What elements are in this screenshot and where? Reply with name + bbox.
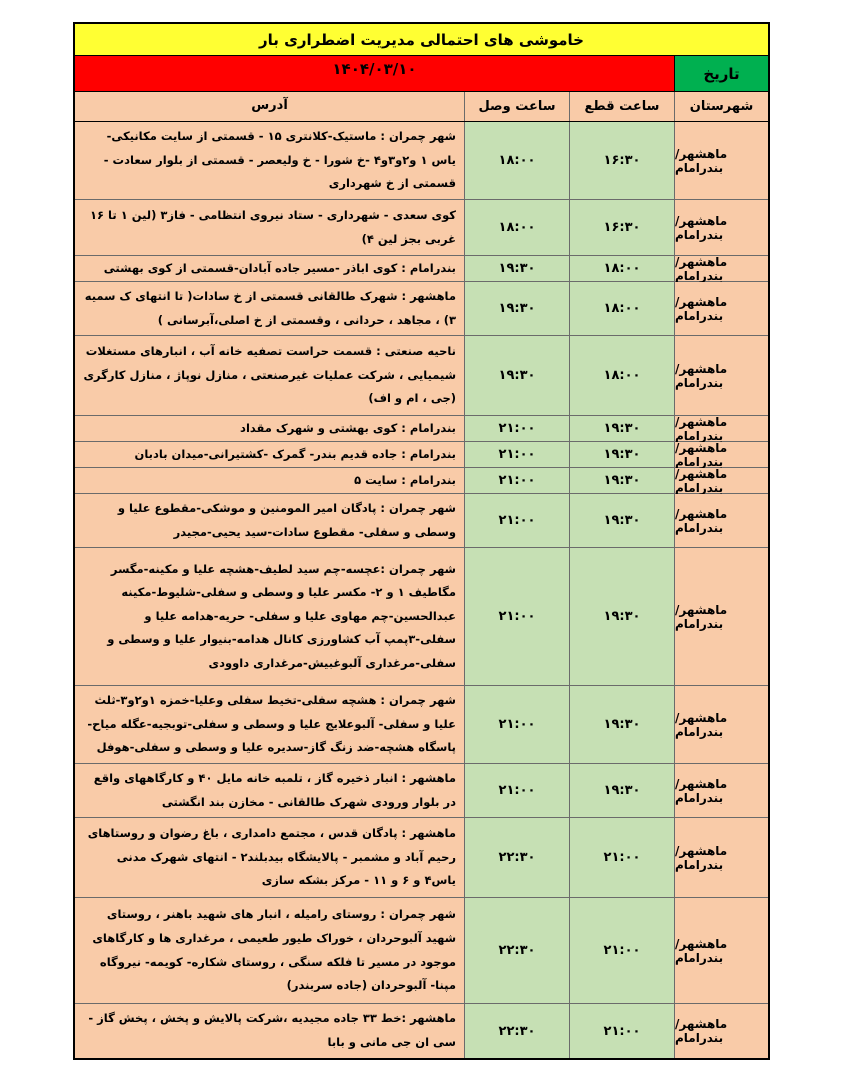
table-row — [75, 686, 768, 764]
cell-city — [674, 282, 768, 335]
cell-address-text: بندرامام : جاده قدیم بندر- گمرک -کشتیرانی-میدان بادبان — [134, 446, 456, 461]
cell-city-text: ماهشهر/بندرامام — [675, 213, 728, 242]
cell-cut-time — [569, 442, 674, 467]
cell-city-text: ماهشهر/بندرامام — [675, 146, 728, 175]
header-city: شهرستان — [674, 92, 768, 121]
cell-address — [75, 1004, 464, 1058]
cell-connect-time — [464, 442, 569, 467]
cell-address-text: ماهشهر : شهرک طالقانی قسمتی از خ سادات( تا انتهای ک سمیه ۳) ، مجاهد ، حردانی ، وقسمتی از خ اصلی،آبرسانی ) — [84, 288, 456, 327]
table-title-row — [75, 24, 768, 56]
cell-city-text: ماهشهر/بندرامام — [675, 414, 728, 443]
table-title: خاموشی های احتمالی مدیریت اضطراری بار — [259, 30, 584, 49]
cell-address — [75, 336, 464, 415]
cell-address — [75, 764, 464, 817]
cell-cut-time-text: ۲۱:۰۰ — [603, 850, 641, 865]
cell-connect-time — [464, 122, 569, 199]
cell-address-text: شهر چمران : ماستیک-کلانتری ۱۵ - قسمتی از سایت مکانیکی-یاس ۱ و۲و۳و۴ -خ شورا - خ ولیعصر - قسمتی از بلوار سعادت - قسمتی از خ شهرداری — [103, 129, 456, 191]
cell-cut-time-text: ۲۱:۰۰ — [603, 1023, 641, 1039]
cell-cut-time — [569, 200, 674, 255]
cell-address — [75, 122, 464, 199]
cell-address — [75, 282, 464, 335]
cell-cut-time — [569, 336, 674, 415]
cell-connect-time-text: ۲۲:۳۰ — [498, 1023, 536, 1039]
cell-address — [75, 468, 464, 493]
cell-cut-time — [569, 898, 674, 1003]
cell-city-text: ماهشهر/بندرامام — [675, 776, 728, 805]
cell-city — [674, 256, 768, 281]
cell-cut-time-text: ۱۹:۳۰ — [603, 717, 641, 732]
cell-connect-time-text: ۲۱:۰۰ — [498, 473, 536, 488]
table-row — [75, 898, 768, 1004]
table-row — [75, 494, 768, 548]
cell-cut-time — [569, 764, 674, 817]
table-row — [75, 416, 768, 442]
cell-city — [674, 898, 768, 1003]
cell-connect-time — [464, 282, 569, 335]
cell-connect-time — [464, 764, 569, 817]
cell-connect-time-text: ۱۹:۳۰ — [498, 261, 536, 276]
cell-address — [75, 416, 464, 441]
cell-connect-time-text: ۲۱:۰۰ — [498, 447, 536, 462]
cell-connect-time — [464, 818, 569, 897]
cell-cut-time-text: ۱۹:۳۰ — [603, 447, 641, 462]
cell-city-text: ماهشهر/بندرامام — [675, 294, 728, 323]
cell-city — [674, 1004, 768, 1058]
cell-city — [674, 122, 768, 199]
cell-address-text: شهر چمران :عچسه-چم سید لطیف-هشچه علیا و مکینه-مگسر مگاطیف ۱ و ۲- مکسر علیا و وسطی و سفلی-شلیوط-مکینه عبدالحسین-چم مهاوی علیا و سفلی- حریه-هدامه علیا و سفلی-۳پمپ آب کشاورزی کانال هدامه-بنیوار علیا و وسطی و سفلی-مرغداری آلبوغبیش-مرغداری داوودی — [107, 561, 456, 670]
cell-cut-time — [569, 416, 674, 441]
cell-address — [75, 200, 464, 255]
cell-city-text: ماهشهر/بندرامام — [675, 602, 728, 631]
cell-connect-time — [464, 336, 569, 415]
cell-address-text: کوی سعدی - شهرداری - ستاد نیروی انتظامی - فاز۳ (لین ۱ تا ۱۶ غربی بجز لین ۴) — [90, 207, 456, 246]
date-label: تاریخ — [674, 56, 768, 91]
cell-connect-time-text: ۲۱:۰۰ — [498, 421, 536, 436]
cell-cut-time — [569, 686, 674, 763]
cell-address-text: شهر چمران : روستای رامیله ، انبار های شهید باهنر ، روستای شهید آلبوحردان ، خوراک طیور طعیمی ، مرغداری ها و کارگاهای موجود در مسیر تا فلکه سنگی ، روستای شکاره- کویمه- نیروگاه مپنا- آلبوحردان (جاده سربندر) — [92, 907, 456, 993]
cell-cut-time — [569, 122, 674, 199]
cell-connect-time-text: ۱۹:۳۰ — [498, 368, 536, 383]
cell-connect-time-text: ۱۹:۳۰ — [498, 301, 536, 316]
header-connect-time: ساعت وصل — [464, 92, 569, 121]
table-row — [75, 256, 768, 282]
cell-connect-time — [464, 416, 569, 441]
cell-city-text: ماهشهر/بندرامام — [675, 506, 728, 535]
cell-connect-time — [464, 898, 569, 1003]
cell-city-text: ماهشهر/بندرامام — [675, 936, 728, 965]
cell-cut-time — [569, 818, 674, 897]
table-row — [75, 818, 768, 898]
cell-city-text: ماهشهر/بندرامام — [675, 1017, 728, 1045]
cell-connect-time — [464, 468, 569, 493]
header-address: آدرس — [75, 92, 464, 121]
cell-connect-time — [464, 494, 569, 547]
cell-city — [674, 494, 768, 547]
table-row — [75, 548, 768, 686]
table-row — [75, 200, 768, 256]
table-row — [75, 282, 768, 336]
cell-city — [674, 336, 768, 415]
table-row — [75, 1004, 768, 1058]
cell-city — [674, 442, 768, 467]
cell-address — [75, 256, 464, 281]
cell-connect-time-text: ۲۲:۳۰ — [498, 850, 536, 865]
cell-address-text: بندرامام : کوی بهشتی و شهرک مقداد — [240, 420, 456, 435]
table-body — [75, 122, 768, 1058]
cell-address — [75, 898, 464, 1003]
cell-connect-time-text: ۲۱:۰۰ — [498, 783, 536, 798]
cell-city — [674, 686, 768, 763]
cell-cut-time — [569, 548, 674, 685]
cell-connect-time-text: ۲۱:۰۰ — [498, 717, 536, 732]
cell-cut-time-text: ۱۹:۳۰ — [603, 473, 641, 488]
table-row — [75, 336, 768, 416]
table-row — [75, 122, 768, 200]
cell-cut-time — [569, 468, 674, 493]
cell-address-text: ناحیه صنعتی : قسمت حراست تصفیه خانه آب ، انبارهای مستغلات شیمیایی ، شرکت عملیات غیرصنعتی ، منازل نوپاژ ، منازل کارگری (جی ، ام و اف) — [83, 344, 456, 406]
table-row — [75, 764, 768, 818]
cell-city — [674, 416, 768, 441]
cell-address-text: بندرامام : سایت ۵ — [354, 472, 456, 487]
cell-connect-time-text: ۱۸:۰۰ — [498, 220, 536, 235]
table-row — [75, 442, 768, 468]
cell-cut-time — [569, 494, 674, 547]
cell-address — [75, 818, 464, 897]
cell-address-text: ماهشهر : انبار ذخیره گاز ، تلمبه خانه مایل ۴۰ و کارگاههای واقع در بلوار ورودی شهرک طالقانی - مخازن بند انگشتی — [93, 770, 456, 809]
cell-connect-time-text: ۲۱:۰۰ — [498, 513, 536, 528]
cell-cut-time-text: ۱۸:۰۰ — [603, 368, 641, 383]
cell-address — [75, 494, 464, 547]
cell-city-text: ماهشهر/بندرامام — [675, 361, 728, 390]
cell-address-text: ماهشهر :خط ۳۳ جاده مجیدیه ،شرکت پالایش و پخش ، پخش گاز - سی ان جی مانی و بابا — [88, 1011, 456, 1049]
cell-address-text: شهر چمران : پادگان امیر المومنین و موشکی-مقطوع علیا و وسطی و سفلی- مقطوع سادات-سید یحیی-مجیدر — [117, 500, 456, 539]
cell-connect-time — [464, 686, 569, 763]
cell-cut-time-text: ۱۶:۳۰ — [603, 220, 641, 235]
date-row — [75, 56, 768, 92]
date-value: ۱۴۰۴/۰۳/۱۰ — [75, 56, 674, 91]
cell-city — [674, 548, 768, 685]
cell-cut-time-text: ۱۸:۰۰ — [603, 301, 641, 316]
cell-cut-time — [569, 1004, 674, 1058]
cell-cut-time-text: ۲۱:۰۰ — [603, 943, 641, 958]
cell-city — [674, 764, 768, 817]
cell-city-text: ماهشهر/بندرامام — [675, 254, 728, 283]
cell-cut-time-text: ۱۹:۳۰ — [603, 513, 641, 528]
table-row — [75, 468, 768, 494]
cell-cut-time-text: ۱۹:۳۰ — [603, 609, 641, 624]
cell-address-text: بندرامام : کوی اباذر -مسیر جاده آبادان-قسمتی از کوی بهشتی — [103, 260, 456, 275]
cell-address-text: ماهشهر : پادگان قدس ، مجتمع دامداری ، باغ رضوان و روستاهای رحیم آباد و مشمبر - پالایشگاه بیدبلند۲ - انتهای شهرک مدنی یاس۴ و ۶ و ۱۱ - مرکز بشکه سازی — [87, 826, 456, 888]
cell-city-text: ماهشهر/بندرامام — [675, 843, 728, 872]
cell-address-text: شهر چمران : هشچه سفلی-تخیط سفلی وعلیا-خمزه ۱و۲و۳-ثلث علیا و سفلی- آلبوعلایج علیا و وسطی و سفلی-توبجیه-عگله میاح-پاسگاه هشچه-ضد زنگ گاز-سدیره علیا و وسطی و سفلی-هوفل — [87, 693, 456, 755]
cell-address — [75, 548, 464, 685]
header-row — [75, 92, 768, 122]
cell-connect-time-text: ۲۱:۰۰ — [498, 609, 536, 624]
cell-connect-time — [464, 548, 569, 685]
cell-connect-time — [464, 200, 569, 255]
cell-cut-time-text: ۱۸:۰۰ — [603, 261, 641, 276]
cell-city — [674, 200, 768, 255]
cell-connect-time-text: ۱۸:۰۰ — [498, 153, 536, 168]
cell-connect-time — [464, 1004, 569, 1058]
header-cut-time: ساعت قطع — [569, 92, 674, 121]
cell-address — [75, 442, 464, 467]
outage-table — [73, 22, 770, 1060]
cell-cut-time-text: ۱۶:۳۰ — [603, 153, 641, 168]
cell-city — [674, 468, 768, 493]
cell-city — [674, 818, 768, 897]
cell-cut-time — [569, 256, 674, 281]
cell-cut-time — [569, 282, 674, 335]
cell-city-text: ماهشهر/بندرامام — [675, 440, 728, 469]
cell-address — [75, 686, 464, 763]
cell-cut-time-text: ۱۹:۳۰ — [603, 421, 641, 436]
cell-city-text: ماهشهر/بندرامام — [675, 466, 728, 495]
cell-cut-time-text: ۱۹:۳۰ — [603, 783, 641, 798]
cell-city-text: ماهشهر/بندرامام — [675, 710, 728, 739]
cell-connect-time — [464, 256, 569, 281]
cell-connect-time-text: ۲۲:۳۰ — [498, 943, 536, 958]
